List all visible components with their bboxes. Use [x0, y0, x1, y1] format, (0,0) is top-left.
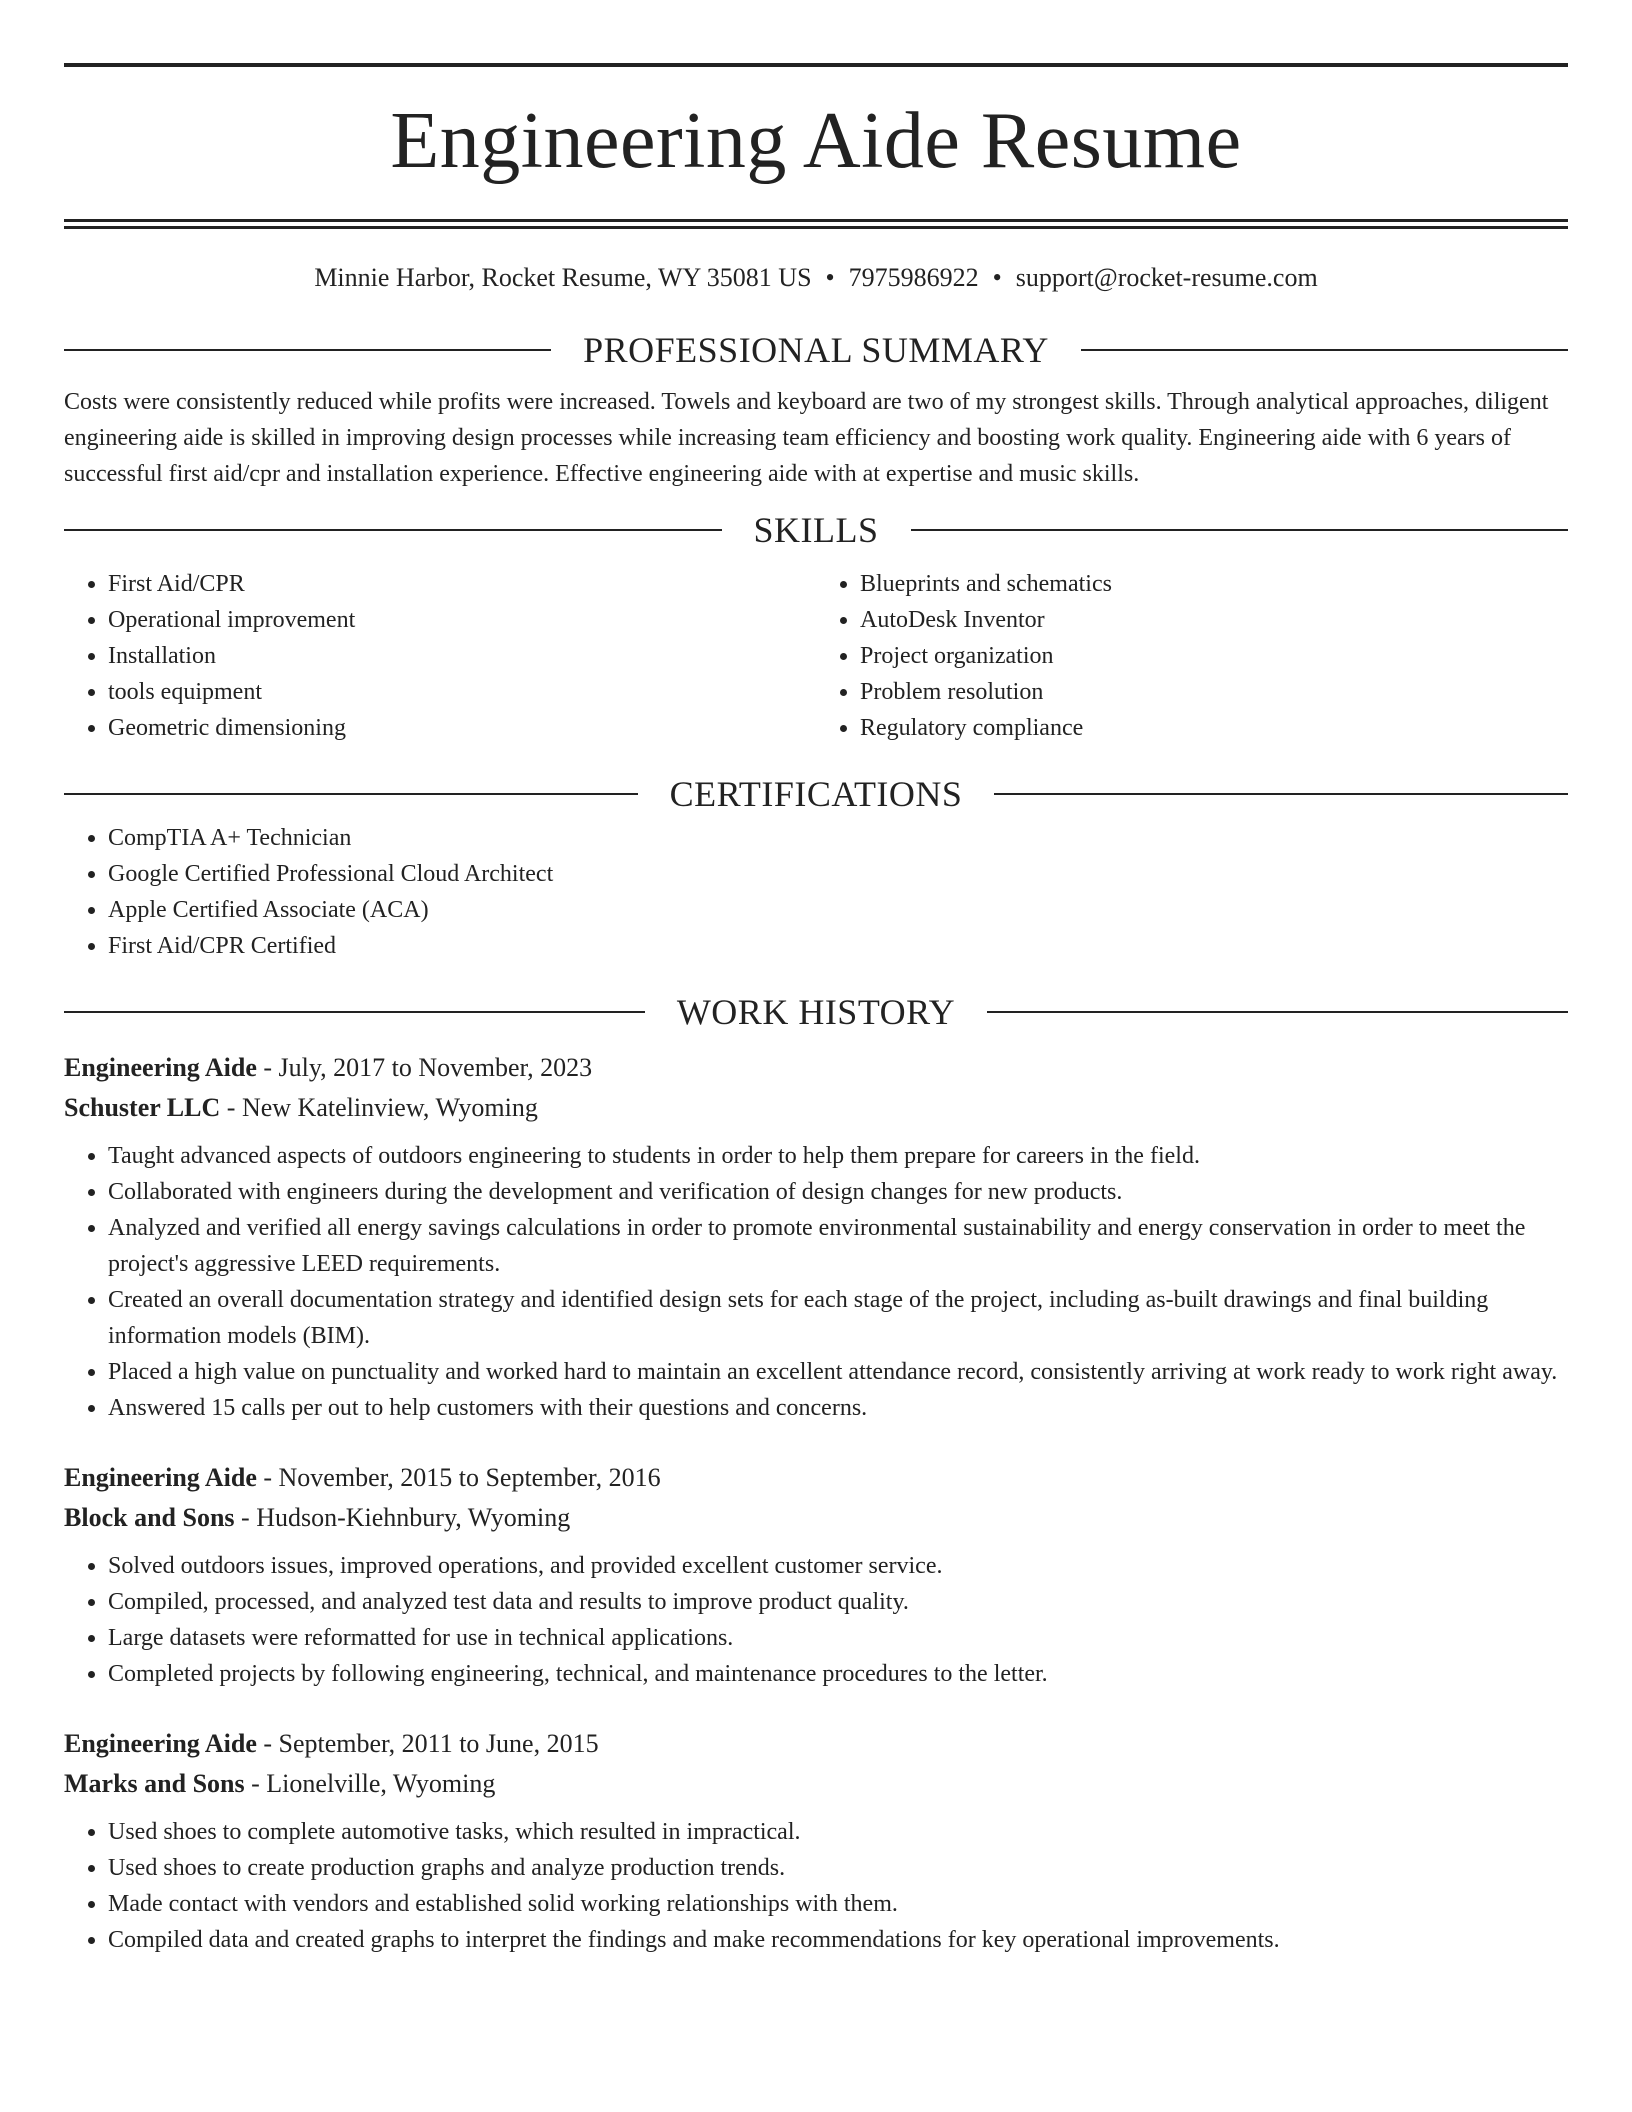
contact-phone: 7975986922 [848, 263, 979, 292]
job-company: Schuster LLC [64, 1093, 221, 1122]
contact-separator: • [992, 263, 1002, 292]
skill-item: • Project organization [860, 638, 1568, 674]
job-location: Lionelville, Wyoming [266, 1769, 496, 1798]
skill-item: • AutoDesk Inventor [860, 602, 1568, 638]
job-bullet: • Used shoes to create production graphs and analyze production trends. [108, 1850, 1568, 1886]
skill-item: • Operational improvement [108, 602, 816, 638]
job-bullet: • Compiled data and created graphs to interpret the findings and make recommendations for key operational improvements. [108, 1922, 1568, 1958]
job-bullet: • Placed a high value on punctuality and worked hard to maintain an excellent attendance record, consistently arriving at work ready to work right away. [108, 1354, 1568, 1390]
job-bullets [64, 1548, 1568, 1692]
job-bullet: • Collaborated with engineers during the development and verification of design changes for new products. [108, 1174, 1568, 1210]
certifications-heading [64, 768, 1568, 820]
summary-heading-label: PROFESSIONAL SUMMARY [583, 330, 1049, 370]
job-bullets [64, 1814, 1568, 1958]
skills-heading [64, 504, 1568, 556]
heading-rule-right [994, 793, 1568, 795]
skill-item: • Geometric dimensioning [108, 710, 816, 746]
heading-rule-left [64, 793, 638, 795]
job-dash: - [256, 1053, 279, 1082]
skill-item: • First Aid/CPR [108, 566, 816, 602]
skill-item: • Installation [108, 638, 816, 674]
job-entry [64, 1048, 1568, 1426]
heading-rule-left [64, 529, 722, 531]
job-company: Marks and Sons [64, 1769, 245, 1798]
certification-item: • CompTIA A+ Technician [108, 820, 1568, 856]
skills-grid [64, 566, 1568, 746]
job-dash: - [234, 1503, 257, 1532]
skill-item: • tools equipment [108, 674, 816, 710]
certifications-list [64, 820, 1568, 964]
skill-item: • Regulatory compliance [860, 710, 1568, 746]
heading-rule-left [64, 349, 551, 351]
job-bullets [64, 1138, 1568, 1426]
heading-rule-right [987, 1011, 1568, 1013]
contact-email: support@rocket-resume.com [1015, 263, 1318, 292]
certification-item: • Google Certified Professional Cloud Architect [108, 856, 1568, 892]
job-bullet: • Taught advanced aspects of outdoors engineering to students in order to help them prepare for careers in the field. [108, 1138, 1568, 1174]
skills-heading-label: SKILLS [753, 510, 879, 550]
job-bullet: • Compiled, processed, and analyzed test data and results to improve product quality. [108, 1584, 1568, 1620]
summary-text: Costs were consistently reduced while profits were increased. Towels and keyboard are two of my strongest skills. Through analytical approaches, diligent engineering aide is skilled in improving design processes while increasing team efficiency and boosting work quality. Engineering aide with 6 years of successful first aid/cpr and installation experience. Effective engineering aide with at expertise and music skills. [64, 389, 1549, 487]
job-title-line [64, 1724, 1568, 1764]
job-bullet: • Analyzed and verified all energy savings calculations in order to promote environmental sustainability and energy conservation in order to meet the project's aggressive LEED requirements. [108, 1210, 1568, 1282]
job-location: Hudson-Kiehnbury, Wyoming [256, 1503, 571, 1532]
skills-column-left [64, 566, 816, 746]
job-role: Engineering Aide [64, 1053, 257, 1082]
job-bullet: • Created an overall documentation strategy and identified design sets for each stage of the project, including as-built drawings and final building information models (BIM). [108, 1282, 1568, 1354]
summary-heading [64, 324, 1568, 376]
skills-list-right [816, 566, 1568, 746]
heading-rule-left [64, 1011, 645, 1013]
job-dash: - [244, 1769, 267, 1798]
job-title-line [64, 1048, 1568, 1088]
job-dates: September, 2011 to June, 2015 [278, 1729, 599, 1758]
heading-rule-right [1081, 349, 1568, 351]
contact-address: Minnie Harbor, Rocket Resume, WY 35081 US [314, 263, 812, 292]
job-company-line [64, 1764, 1568, 1804]
certification-item: • First Aid/CPR Certified [108, 928, 1568, 964]
job-bullet: • Answered 15 calls per out to help customers with their questions and concerns. [108, 1390, 1568, 1426]
job-bullet: • Solved outdoors issues, improved operations, and provided excellent customer service. [108, 1548, 1568, 1584]
work-heading-label: WORK HISTORY [676, 992, 956, 1032]
job-bullet: • Large datasets were reformatted for use in technical applications. [108, 1620, 1568, 1656]
job-entry [64, 1458, 1568, 1692]
job-company-line [64, 1088, 1568, 1128]
skills-column-right [816, 566, 1568, 746]
skill-item: • Problem resolution [860, 674, 1568, 710]
contact-separator: • [825, 263, 835, 292]
certification-item: • Apple Certified Associate (ACA) [108, 892, 1568, 928]
job-bullet: • Made contact with vendors and established solid working relationships with them. [108, 1886, 1568, 1922]
skill-item: • Blueprints and schematics [860, 566, 1568, 602]
work-history-list [64, 1048, 1568, 1958]
job-bullet: • Used shoes to complete automotive tasks, which resulted in impractical. [108, 1814, 1568, 1850]
job-dates: July, 2017 to November, 2023 [278, 1053, 593, 1082]
work-heading [64, 986, 1568, 1038]
skills-list-left [64, 566, 816, 746]
job-dash: - [256, 1463, 279, 1492]
job-dash: - [256, 1729, 279, 1758]
title-block [64, 63, 1568, 222]
job-title-line [64, 1458, 1568, 1498]
job-bullet: • Completed projects by following engineering, technical, and maintenance procedures to the letter. [108, 1656, 1568, 1692]
job-dates: November, 2015 to September, 2016 [278, 1463, 661, 1492]
job-entry [64, 1724, 1568, 1958]
job-company-line [64, 1498, 1568, 1538]
contact-line [64, 258, 1568, 298]
certifications-heading-label: CERTIFICATIONS [669, 774, 963, 814]
job-role: Engineering Aide [64, 1729, 257, 1758]
heading-rule-right [911, 529, 1569, 531]
job-dash: - [220, 1093, 242, 1122]
job-role: Engineering Aide [64, 1463, 257, 1492]
job-company: Block and Sons [64, 1503, 235, 1532]
job-location: New Katelinview, Wyoming [241, 1093, 538, 1122]
page-title: Engineering Aide Resume [390, 97, 1242, 185]
